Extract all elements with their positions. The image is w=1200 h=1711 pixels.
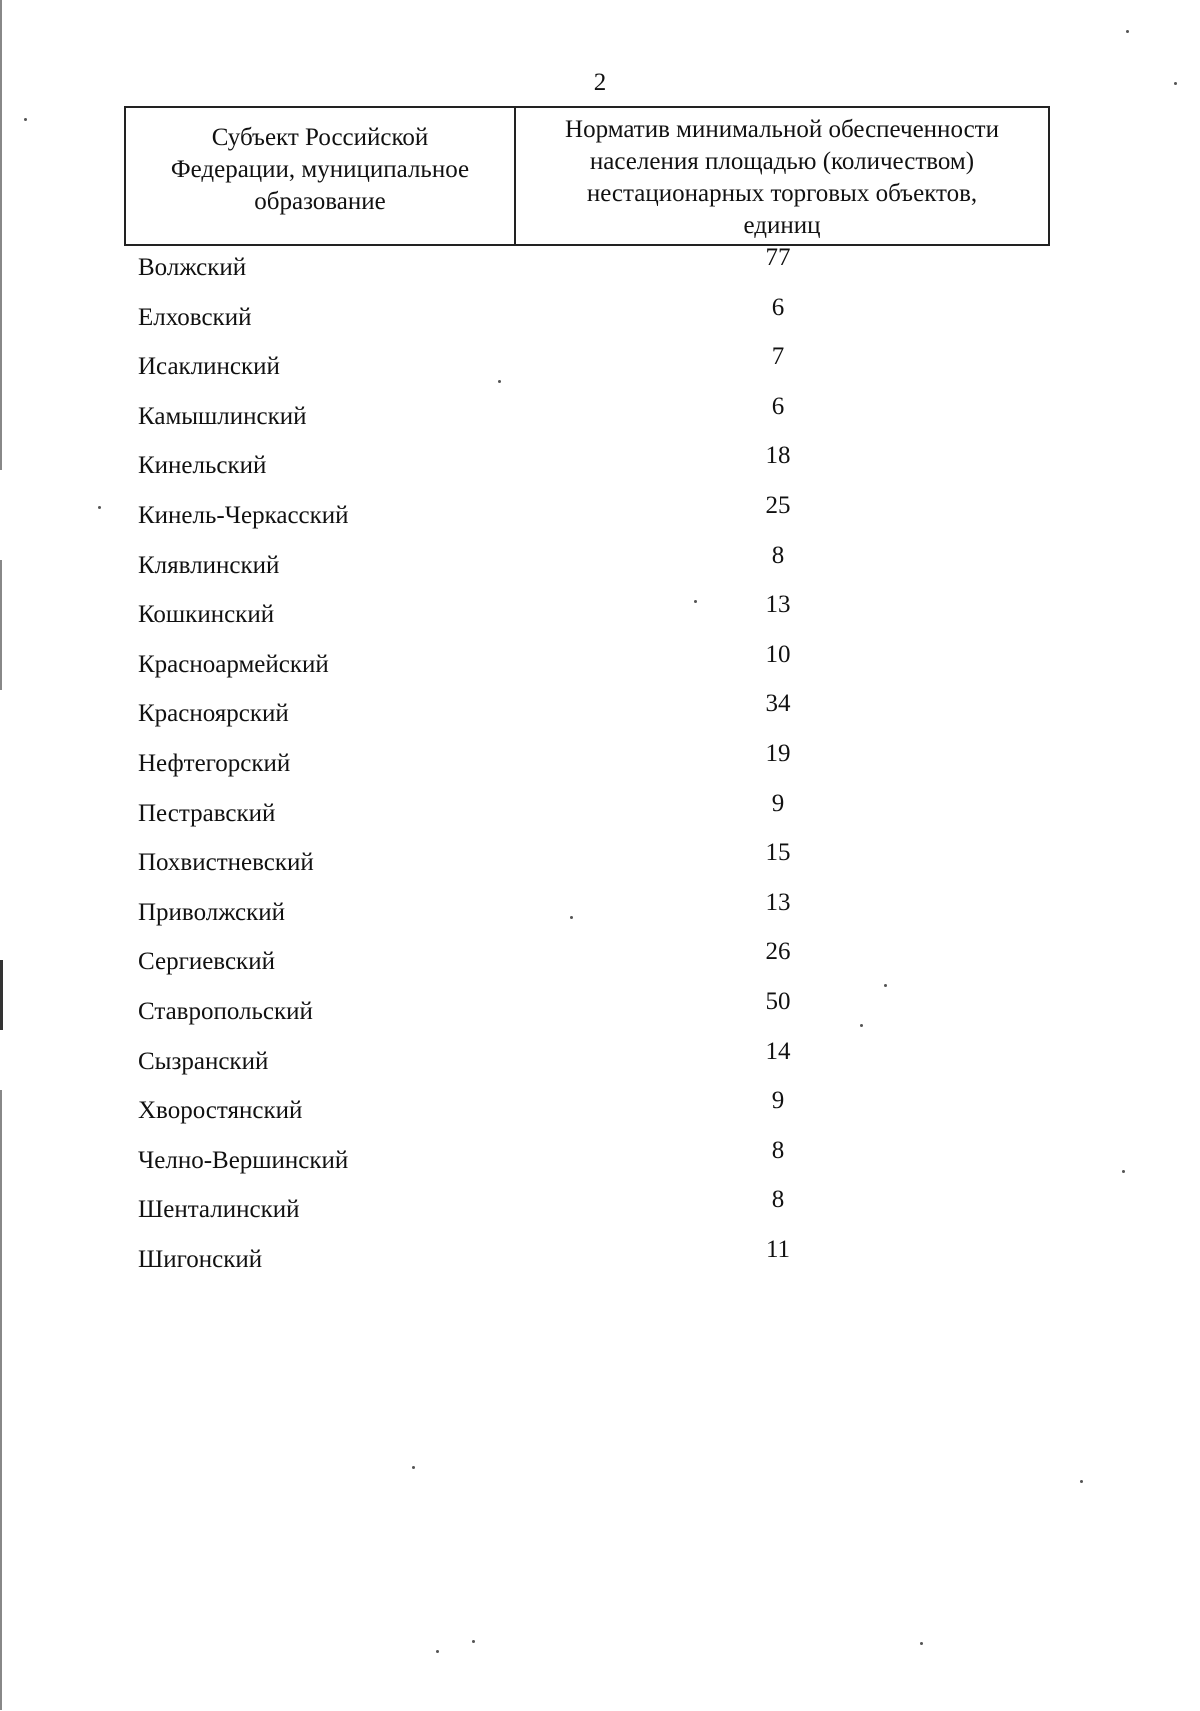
row-value: 13 [765, 888, 791, 916]
row-name: Ставропольский [138, 997, 313, 1025]
row-name: Клявлинский [138, 551, 280, 579]
scan-edge-line [0, 560, 2, 690]
scan-edge-line [0, 960, 3, 1030]
table-body [138, 244, 898, 1293]
row-value: 6 [771, 293, 785, 321]
scan-speck [472, 1640, 475, 1643]
row-name: Камышлинский [138, 402, 307, 430]
scan-speck [694, 600, 697, 603]
scan-speck [1080, 1480, 1083, 1483]
row-name: Волжский [138, 254, 247, 281]
header-subject-line: Субъект Российской [211, 124, 429, 151]
row-name: Красноармейский [138, 650, 329, 678]
row-value: 18 [765, 442, 791, 470]
row-value: 13 [765, 591, 791, 619]
row-name: Челно-Вершинский [138, 1146, 349, 1174]
row-name: Хворостянский [138, 1097, 303, 1125]
scan-speck [920, 1642, 923, 1645]
row-value: 10 [765, 640, 791, 668]
table-header [124, 106, 1050, 246]
row-value: 25 [765, 491, 791, 519]
scan-edge-line [0, 0, 2, 470]
header-norm-line: единиц [743, 212, 821, 239]
row-value: 8 [771, 541, 785, 569]
table-row [138, 1235, 898, 1294]
row-value: 14 [765, 1037, 791, 1065]
row-name: Сызранский [138, 1047, 269, 1075]
scan-edge-line [0, 1090, 2, 1710]
row-value: 8 [771, 1186, 785, 1214]
scan-speck [884, 984, 887, 987]
header-norm [515, 107, 1049, 245]
page-number: 2 [593, 69, 607, 96]
scan-speck [860, 1024, 863, 1027]
scan-speck [1122, 1170, 1125, 1173]
scan-speck [498, 380, 501, 383]
row-name: Сергиевский [138, 948, 275, 976]
row-name: Похвистневский [138, 849, 314, 877]
row-value: 15 [765, 839, 791, 867]
row-name: Пестравский [138, 799, 276, 827]
scan-speck [98, 506, 101, 509]
row-name: Красноярский [138, 700, 289, 728]
row-name: Исаклинский [138, 353, 280, 381]
row-value: 9 [771, 789, 785, 817]
row-name: Приволжский [138, 898, 286, 926]
row-value: 11 [765, 1235, 791, 1263]
row-name: Елховский [138, 303, 252, 331]
header-norm-line: нестационарных торговых объектов, [586, 180, 978, 207]
scan-speck [24, 118, 27, 121]
row-name: Кинельский [138, 452, 267, 480]
header-norm-line: населения площадью (количеством) [589, 148, 975, 175]
row-value: 9 [771, 1087, 785, 1115]
row-value: 26 [765, 938, 791, 966]
scan-speck [1174, 82, 1177, 85]
row-value: 34 [765, 690, 791, 718]
row-value: 7 [771, 343, 785, 371]
row-name: Кинель-Черкасский [138, 501, 349, 529]
row-value: 6 [771, 392, 785, 420]
row-name: Шигонский [138, 1245, 263, 1273]
row-name: Шенталинский [138, 1196, 300, 1224]
row-value: 50 [765, 987, 791, 1015]
header-subject-line: образование [254, 188, 386, 215]
header-subject-line: Федерации, муниципальное [170, 156, 470, 183]
row-value: 8 [771, 1136, 785, 1164]
header-norm-line: Норматив минимальной обеспеченности [565, 116, 999, 143]
row-value: 19 [765, 739, 791, 767]
header-subject [125, 107, 515, 245]
scan-speck [570, 916, 573, 919]
row-name: Кошкинский [138, 601, 275, 629]
scan-speck [412, 1466, 415, 1469]
scan-speck [436, 1650, 439, 1653]
row-value: 77 [765, 244, 791, 271]
row-name: Нефтегорский [138, 749, 291, 777]
scan-speck [1126, 30, 1129, 33]
